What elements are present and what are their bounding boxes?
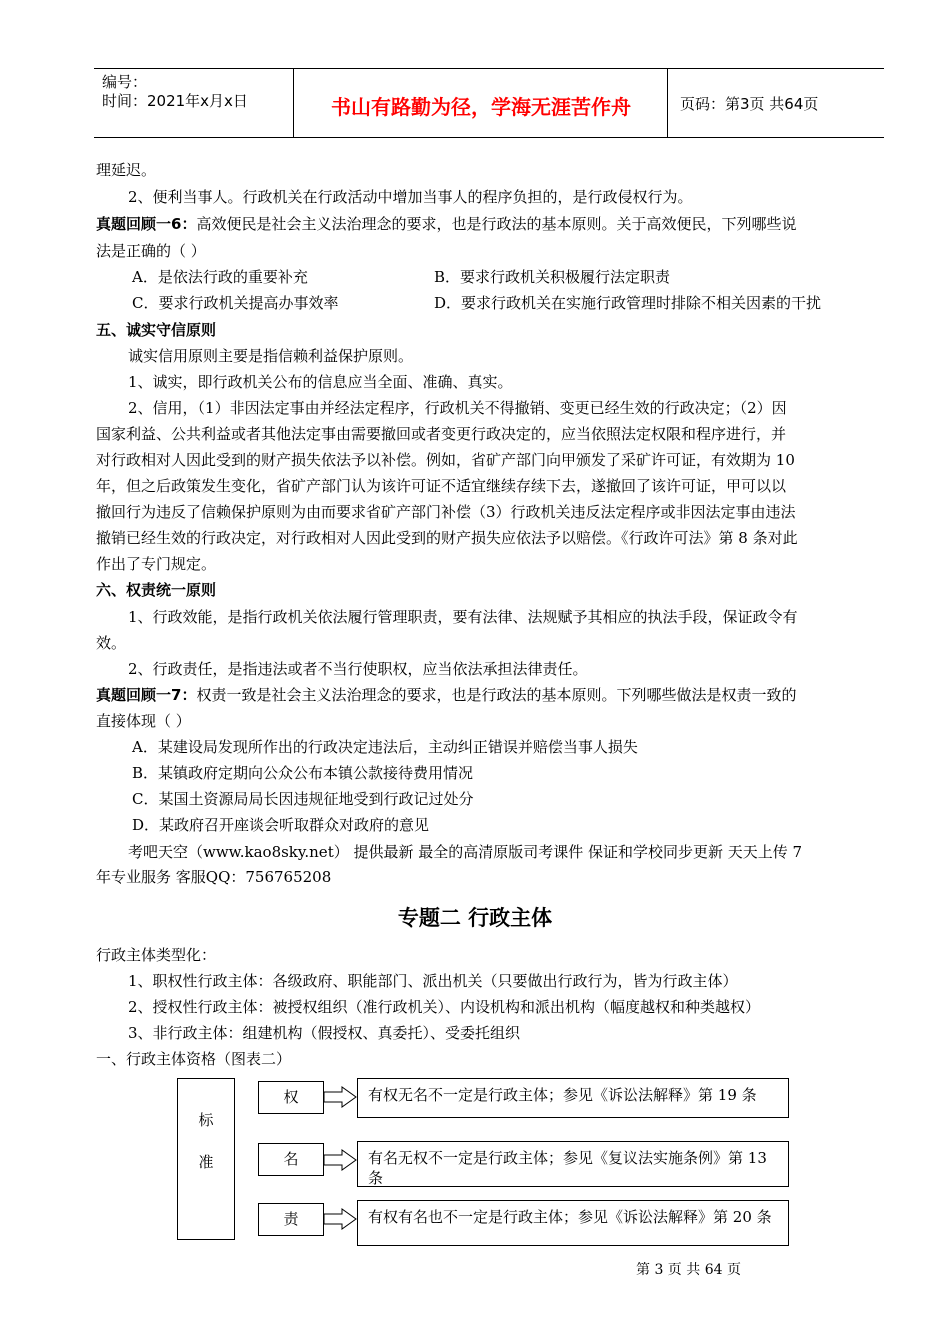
- header-motto: 书山有路勤为径，学海无涯苦作舟: [331, 95, 631, 119]
- desc-box: 有权有名也不一定是行政主体；参见《诉讼法解释》第 20 条: [357, 1200, 789, 1246]
- text-line: 2、便利当事人。行政机关在行政活动中增加当事人的程序负担的，是行政侵权行为。: [128, 188, 693, 206]
- text-line: 2、信用，（1）非因法定事由并经法定程序，行政机关不得撤销、变更已经生效的行政决定；（2）因: [128, 399, 787, 417]
- text-line: 撤回行为违反了信赖保护原则为由而要求省矿产部门补偿（3）行政机关违反法定程序或非因法定事由违法: [96, 503, 796, 521]
- question-text: 高效便民是社会主义法治理念的要求，也是行政法的基本原则。关于高效便民，下列哪些说: [196, 215, 797, 233]
- standard-char: 标: [198, 1111, 214, 1129]
- text-line: 1、职权性行政主体：各级政府、职能部门、派出机关（只要做出行政行为，皆为行政主体）: [128, 972, 738, 990]
- section-heading: 五、诚实守信原则: [96, 321, 217, 339]
- option-b: B．要求行政机关积极履行法定职责: [434, 268, 671, 286]
- option-c: C．要求行政机关提高办事效率: [132, 294, 339, 312]
- desc-box: 有权无名不一定是行政主体；参见《诉讼法解释》第 19 条: [357, 1078, 789, 1118]
- text-line: 国家利益、公共利益或者其他法定事由需要撤回或者变更行政决定的，应当依照法定权限和程序进行，并: [96, 425, 787, 443]
- arrow-icon: [324, 1209, 356, 1229]
- option-d: D．要求行政机关在实施行政管理时排除不相关因素的干扰: [434, 294, 822, 312]
- text-line: 一、行政主体资格（图表二）: [96, 1050, 292, 1068]
- option-a: A．是依法行政的重要补充: [132, 268, 308, 286]
- key-box-power: 权: [258, 1081, 324, 1114]
- header-time: 时间：2021年x月x日: [102, 92, 248, 110]
- standard-box: [177, 1078, 235, 1240]
- text-line: 对行政相对人因此受到的财产损失依法予以补偿。例如，省矿产部门向甲颁发了采矿许可证，有效期为 10: [96, 451, 795, 469]
- advert-line: 考吧天空（www.kao8sky.net） 提供最新 最全的高清原版司考课件 保证和学校同步更新 天天上传 7: [128, 843, 803, 861]
- section-heading: 六、权责统一原则: [96, 581, 217, 599]
- option-a: A．某建设局发现所作出的行政决定违法后，主动纠正错误并赔偿当事人损失: [132, 738, 638, 756]
- key-box-responsibility: 责: [258, 1203, 324, 1236]
- text-line: 行政主体类型化：: [96, 946, 217, 964]
- question-text: 权责一致是社会主义法治理念的要求，也是行政法的基本原则。下列哪些做法是权责一致的: [196, 686, 797, 704]
- option-d: D．某政府召开座谈会听取群众对政府的意见: [132, 816, 430, 834]
- text-line: 效。: [96, 634, 127, 652]
- option-c: C．某国土资源局局长因违规征地受到行政记过处分: [132, 790, 474, 808]
- text-line: 年，但之后政策发生变化，省矿产部门认为该许可证不适宜继续存续下去，遂撤回了该许可证，甲可以以: [96, 477, 787, 495]
- header-page-info: 页码：第3页 共64页: [680, 95, 819, 113]
- text-line: 直接体现（ ）: [96, 712, 191, 730]
- text-line: 法是正确的（ ）: [96, 242, 206, 260]
- topic-title: 专题二 行政主体: [397, 906, 553, 930]
- key-box-name: 名: [258, 1143, 324, 1176]
- text-line: 作出了专门规定。: [96, 555, 217, 573]
- text-line: 3、非行政主体：组建机构（假授权、真委托）、受委托组织: [128, 1024, 521, 1042]
- text-line: 2、行政责任，是指违法或者不当行使职权，应当依法承担法律责任。: [128, 660, 588, 678]
- text-line: 1、行政效能，是指行政机关依法履行管理职责，要有法律、法规赋予其相应的执法手段，保证政令有: [128, 608, 798, 626]
- advert-line: 年专业服务 客服QQ：756765208: [96, 868, 332, 886]
- arrow-icon: [324, 1087, 356, 1107]
- arrow-icon: [324, 1150, 356, 1170]
- standard-char: 准: [198, 1153, 214, 1171]
- text-line: 1、诚实，即行政机关公布的信息应当全面、准确、真实。: [128, 373, 513, 391]
- text-line: 理延迟。: [96, 161, 157, 179]
- page-footer: 第 3 页 共 64 页: [636, 1262, 741, 1278]
- desc-box: 有名无权不一定是行政主体；参见《复议法实施条例》第 13 条: [357, 1141, 789, 1187]
- question-label: 真题回顾一6：: [96, 215, 197, 233]
- question-label: 真题回顾一7：: [96, 686, 197, 704]
- header-number-label: 编号：: [102, 73, 148, 91]
- text-line: 诚实信用原则主要是指信赖利益保护原则。: [128, 347, 414, 365]
- text-line: 撤销已经生效的行政决定，对行政相对人因此受到的财产损失应依法予以赔偿。《行政许可法》第 8 条对此: [96, 529, 798, 547]
- text-line: 2、授权性行政主体：被授权组织（准行政机关）、内设机构和派出机构（幅度越权和种类越权）: [128, 998, 761, 1016]
- option-b: B．某镇政府定期向公众公布本镇公款接待费用情况: [132, 764, 474, 782]
